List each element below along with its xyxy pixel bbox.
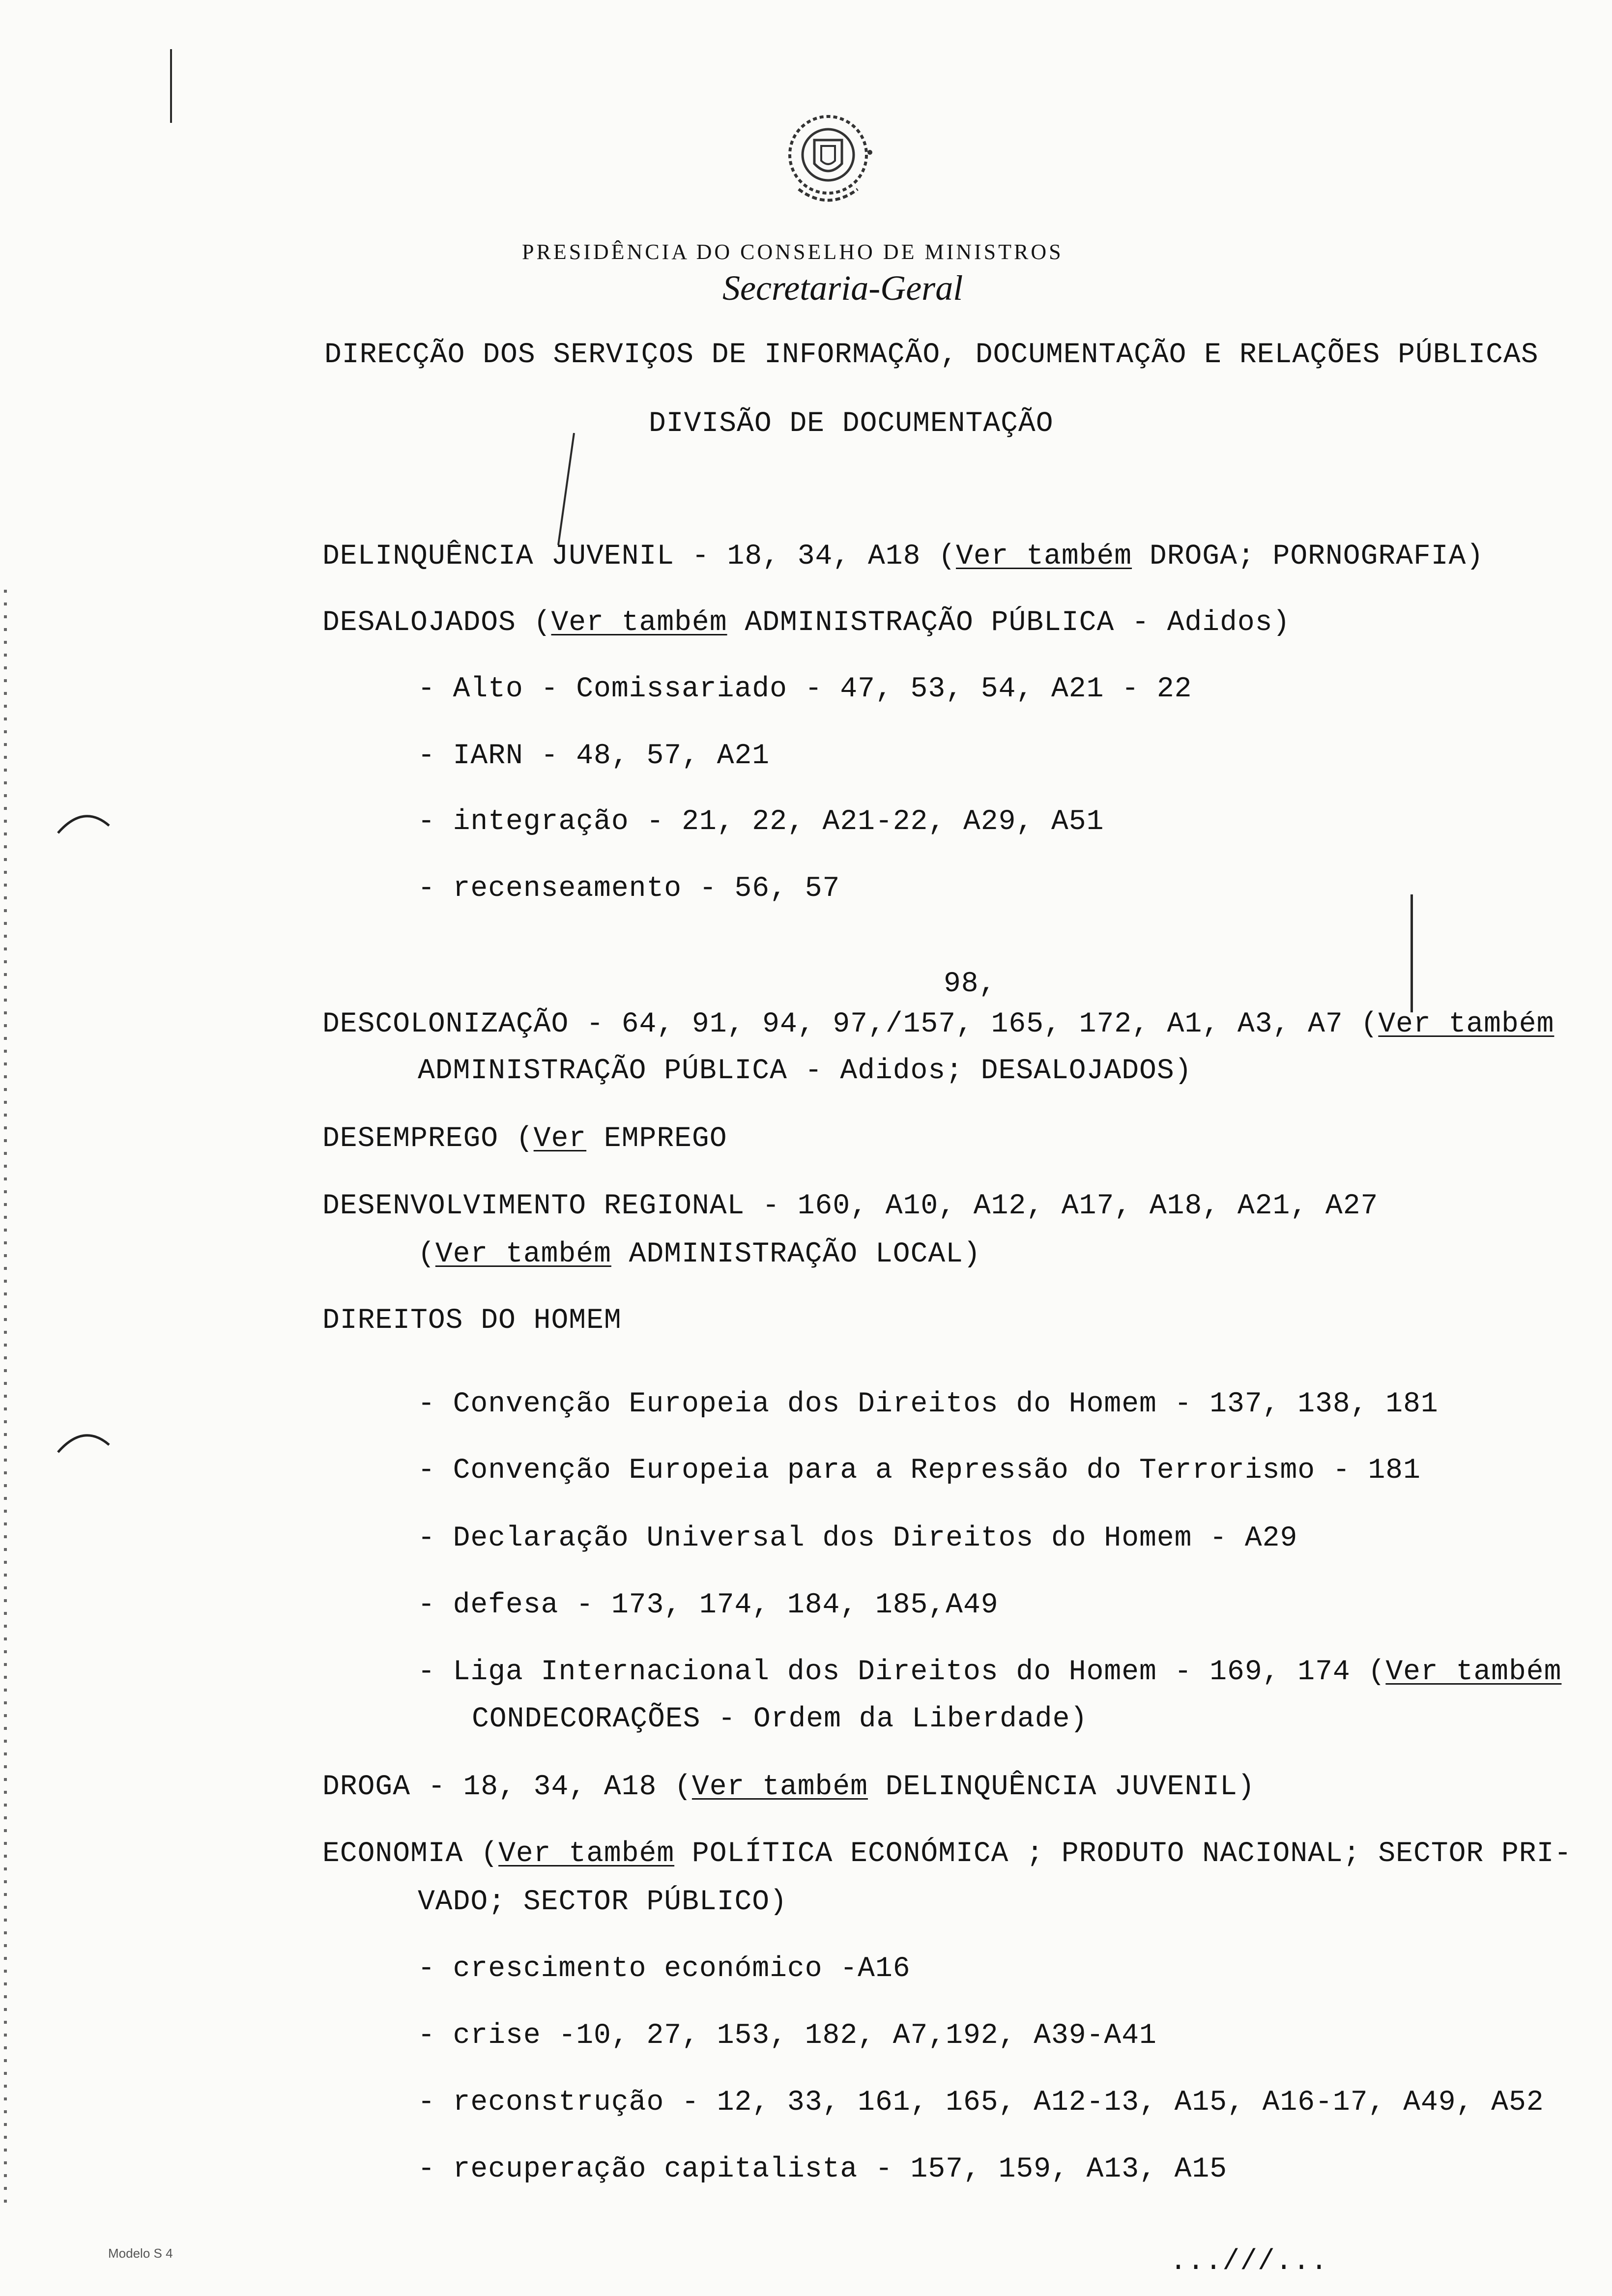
- entry-delinquencia: DELINQUÊNCIA JUVENIL - 18, 34, A18 (Ver também DROGA; PORNOGRAFIA): [322, 541, 1484, 573]
- subentry-recuperacao: - recuperação capitalista - 157, 159, A13, A15: [418, 2153, 1228, 2185]
- descolonizacao-insert: 98,: [944, 968, 997, 1000]
- entry-economia-cont: VADO; SECTOR PÚBLICO): [418, 1886, 787, 1918]
- margin-arc-mark: [54, 806, 113, 835]
- subentry-integracao: - integração - 21, 22, A21-22, A29, A51: [418, 806, 1104, 838]
- subentry-liga-internacional: - Liga Internacional dos Direitos do Homem - 169, 174 (Ver também: [418, 1656, 1562, 1688]
- directorate-heading: DIRECÇÃO DOS SERVIÇOS DE INFORMAÇÃO, DOCUMENTAÇÃO E RELAÇÕES PÚBLICAS: [324, 339, 1539, 371]
- subentry-convencao-terrorismo: - Convenção Europeia para a Repressão do Terrorismo - 181: [418, 1455, 1421, 1487]
- subentry-declaracao-universal: - Declaração Universal dos Direitos do Homem - A29: [418, 1522, 1298, 1554]
- continuation-mark: ...///...: [1170, 2246, 1328, 2278]
- subentry-convencao-direitos: - Convenção Europeia dos Direitos do Homem - 137, 138, 181: [418, 1388, 1439, 1420]
- entry-desenvolvimento-see: (Ver também ADMINISTRAÇÃO LOCAL): [418, 1238, 981, 1270]
- entry-desenvolvimento-regional: DESENVOLVIMENTO REGIONAL - 160, A10, A12, A17, A18, A21, A27: [322, 1190, 1379, 1222]
- subentry-liga-cont: CONDECORAÇÕES - Ordem da Liberdade): [472, 1703, 1088, 1735]
- entry-direitos-do-homem: DIREITOS DO HOMEM: [322, 1305, 622, 1337]
- entry-economia: ECONOMIA (Ver também POLÍTICA ECONÓMICA ; PRODUTO NACIONAL; SECTOR PRI-: [322, 1838, 1572, 1870]
- entry-descolonizacao-cont: ADMINISTRAÇÃO PÚBLICA - Adidos; DESALOJADOS): [418, 1055, 1192, 1087]
- margin-rule-mark: [1410, 894, 1413, 1012]
- subentry-recenseamento: - recenseamento - 56, 57: [418, 873, 840, 905]
- subentry-reconstrucao: - reconstrução - 12, 33, 161, 165, A12-13, A15, A16-17, A49, A52: [418, 2087, 1544, 2119]
- margin-arc-mark-2: [54, 1425, 113, 1455]
- subentry-crescimento: - crescimento económico -A16: [418, 1953, 911, 1985]
- institution-heading: PRESIDÊNCIA DO CONSELHO DE MINISTROS: [522, 240, 1064, 264]
- scan-edge-marks: [4, 590, 7, 2211]
- division-heading: DIVISÃO DE DOCUMENTAÇÃO: [649, 408, 1054, 440]
- scan-line-mark: [170, 49, 172, 123]
- entry-droga: DROGA - 18, 34, A18 (Ver também DELINQUÊNCIA JUVENIL): [322, 1771, 1255, 1803]
- subentry-defesa: - defesa - 173, 174, 184, 185,A49: [418, 1589, 999, 1621]
- subentry-iarn: - IARN - 48, 57, A21: [418, 740, 770, 772]
- coat-of-arms-icon: [779, 106, 877, 224]
- pencil-stroke-mark: [557, 433, 575, 545]
- form-number: Modelo S 4: [108, 2246, 173, 2261]
- secretariat-signature: Secretaria-Geral: [722, 268, 963, 308]
- subentry-alto-comissariado: - Alto - Comissariado - 47, 53, 54, A21 - 22: [418, 673, 1192, 705]
- subentry-crise: - crise -10, 27, 153, 182, A7,192, A39-A41: [418, 2020, 1157, 2052]
- entry-descolonizacao: DESCOLONIZAÇÃO - 64, 91, 94, 97,/157, 165, 172, A1, A3, A7 (Ver também: [322, 1008, 1554, 1040]
- entry-desalojados: DESALOJADOS (Ver também ADMINISTRAÇÃO PÚBLICA - Adidos): [322, 607, 1291, 639]
- entry-desemprego: DESEMPREGO (Ver EMPREGO: [322, 1123, 727, 1155]
